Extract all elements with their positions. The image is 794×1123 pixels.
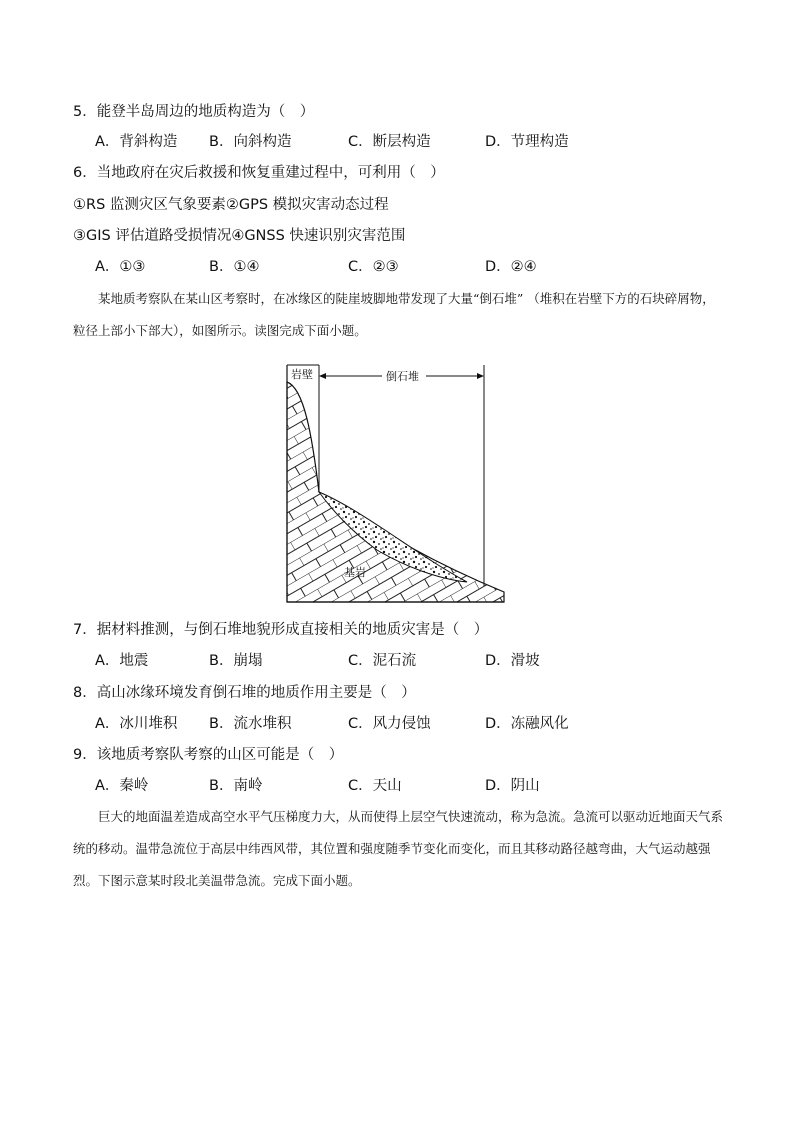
question-9-stem: 9．该地质考察队考察的山区可能是（ ） xyxy=(73,747,344,763)
question-6-stem: 6．当地政府在灾后救援和恢复重建过程中，可利用（ ） xyxy=(73,165,445,181)
scree-diagram xyxy=(282,360,512,608)
q6-option-c: C．②③ xyxy=(348,259,399,275)
q6-option-b: B．①④ xyxy=(209,259,260,275)
q7-option-a: A．地震 xyxy=(95,653,149,669)
label-bedrock: 基岩 xyxy=(344,566,366,579)
q6-option-a: A．①③ xyxy=(95,259,146,275)
q9-option-c: C．天山 xyxy=(348,778,402,794)
q6-statements-2: ③GIS 评估道路受损情况④GNSS 快速识别灾害范围 xyxy=(73,228,406,244)
q5-option-d: D．节理构造 xyxy=(485,134,569,150)
label-rock-wall: 岩壁 xyxy=(291,368,313,381)
reading-passage-scree: 某地质考察队在某山区考察时，在冰缘区的陡崖坡脚地带发现了大量“倒石堆” （堆积在岩壁下方的石块碎屑物，粒径上部小下部大），如图所示。读图完成下面小题。 xyxy=(73,291,715,338)
q8-option-d: D．冻融风化 xyxy=(485,716,569,732)
q5-option-a: A．背斜构造 xyxy=(95,134,178,150)
q9-option-a: A．秦岭 xyxy=(95,778,149,794)
q5-option-c: C．断层构造 xyxy=(348,134,431,150)
question-5-stem: 5．能登半岛周边的地质构造为（ ） xyxy=(73,104,315,120)
q8-option-b: B．流水堆积 xyxy=(209,716,292,732)
question-7-stem: 7．据材料推测，与倒石堆地貌形成直接相关的地质灾害是（ ） xyxy=(73,622,489,638)
q8-option-c: C．风力侵蚀 xyxy=(348,716,431,732)
q7-option-c: C．泥石流 xyxy=(348,653,417,669)
q5-option-b: B．向斜构造 xyxy=(209,134,292,150)
q6-option-d: D．②④ xyxy=(485,259,537,275)
question-8-stem: 8．高山冰缘环境发育倒石堆的地质作用主要是（ ） xyxy=(73,685,416,701)
q9-option-b: B．南岭 xyxy=(209,778,263,794)
q8-option-a: A．冰川堆积 xyxy=(95,716,178,732)
q7-option-d: D．滑坡 xyxy=(485,653,540,669)
reading-passage-jet-stream: 巨大的地面温差造成高空水平气压梯度力大，从而使得上层空气快速流动，称为急流。急流可以驱动近地面天气系统的移动。温带急流位于高层中纬西风带，其位置和强度随季节变化而变化，而且其移动路径越弯曲，大气运动越强烈。下图示意某时段北美温带急流。完成下面小题。 xyxy=(73,809,724,888)
label-scree: 倒石堆 xyxy=(386,370,419,383)
q9-option-d: D．阴山 xyxy=(485,778,540,794)
q6-statements-1: ①RS 监测灾区气象要素②GPS 模拟灾害动态过程 xyxy=(73,197,389,213)
q7-option-b: B．崩塌 xyxy=(209,653,263,669)
